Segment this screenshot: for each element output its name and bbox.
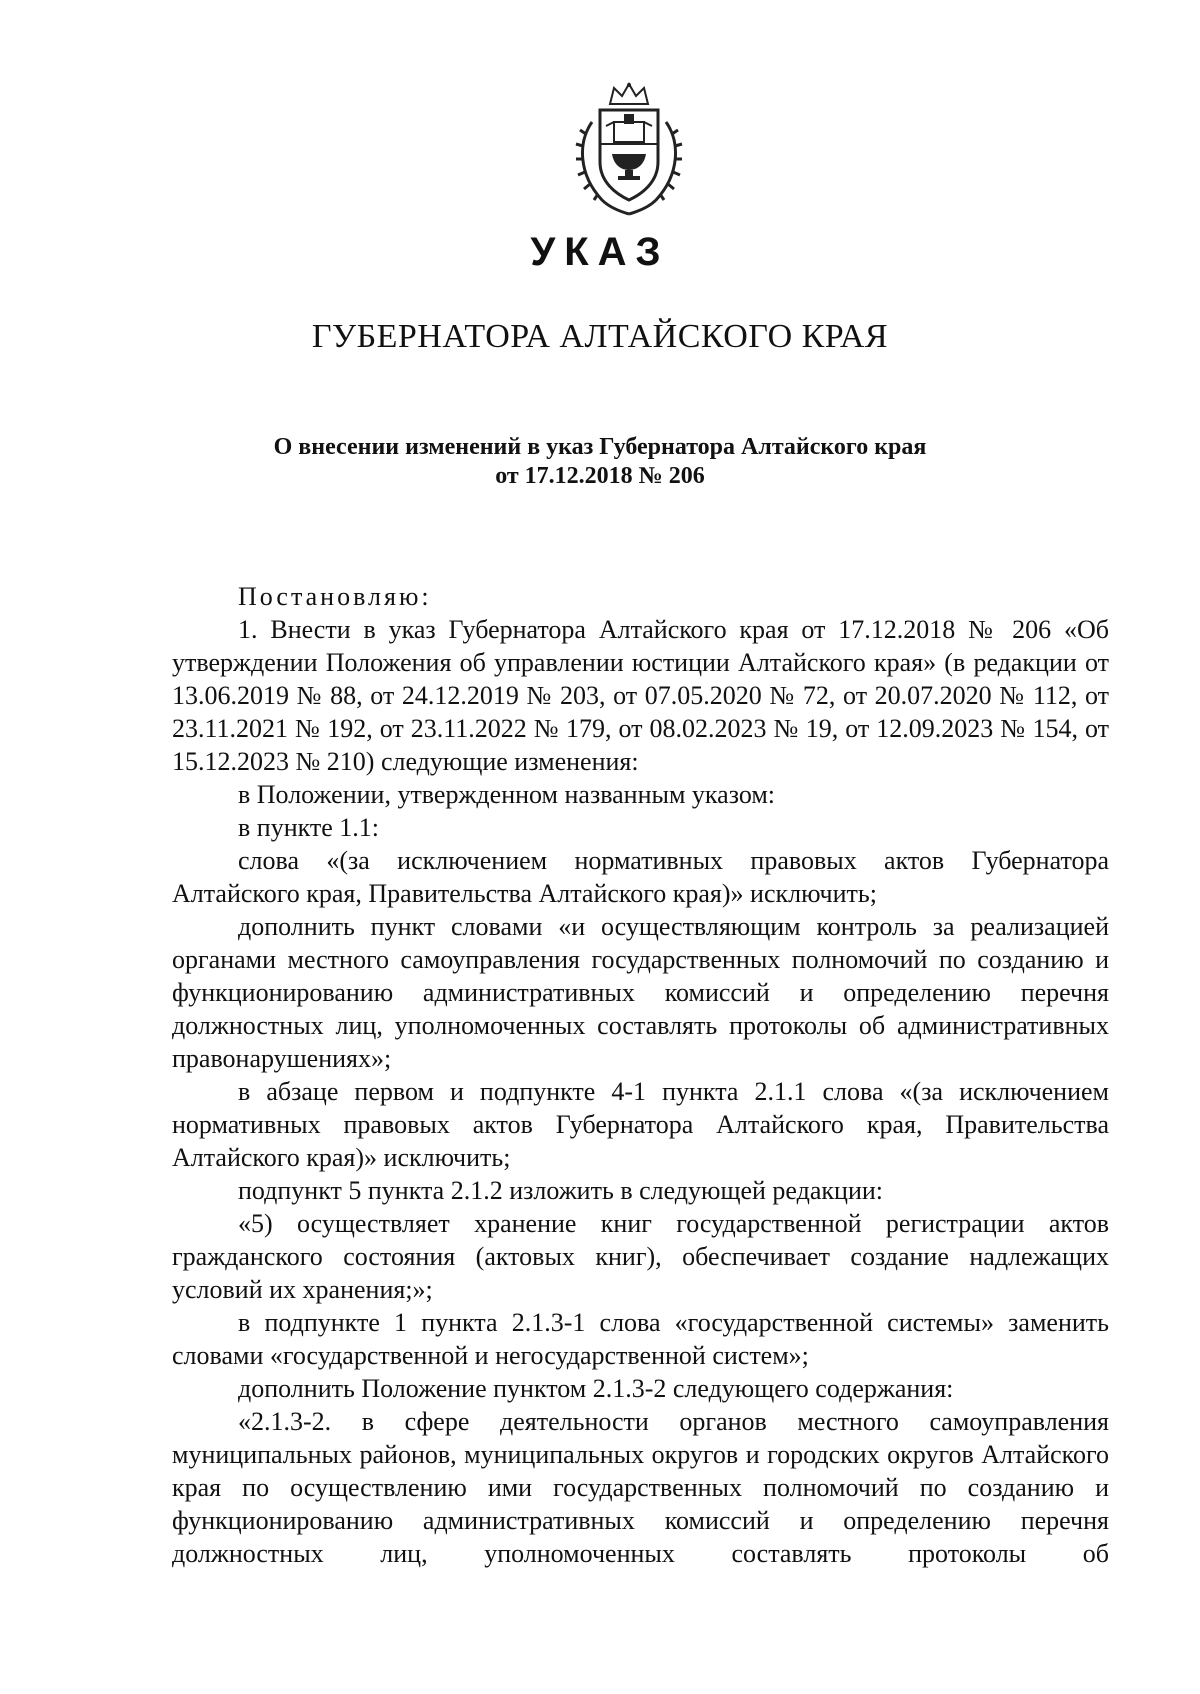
paragraph: «5) осуществляет хранение книг государственной регистрации актов гражданского состояния (актовых книг), обеспечивает создание надлежащих условий их хранения;»; — [172, 1209, 1109, 1304]
heading-line-1: О внесении изменений в указ Губернатора Алтайского края — [273, 434, 927, 460]
paragraph: в абзаце первом и подпункте 4-1 пункта 2.1.1 слова «(за исключением нормативных правовых актов Губернатора Алтайского края, Правительства Алтайского края)» исключить; — [172, 1077, 1109, 1172]
document-heading — [0, 433, 1200, 491]
paragraph: дополнить пункт словами «и осуществляющим контроль за реализацией органами местного самоуправления государственных полномочий по созданию и функционированию административных комиссий и определению перечня должностных лиц, уполномоченных составлять протоколы об административных правонарушениях»; — [172, 912, 1109, 1073]
paragraph: подпункт 5 пункта 2.1.2 изложить в следующей редакции: — [238, 1176, 883, 1205]
paragraph: в Положении, утвержденном названным указом: — [238, 780, 776, 809]
paragraph: «2.1.3-2. в сфере деятельности органов местного самоуправления муниципальных районов, муниципальных округов и городских округов Алтайского края по осуществлению ими государственных полномочий по созданию и функционированию административных комиссий и определению перечня должностных лиц, уполномоченных составлять протоколы об — [172, 1407, 1109, 1568]
paragraph: в пункте 1.1: — [238, 813, 380, 842]
document-body — [172, 580, 1109, 1570]
heading-line-2: от 17.12.2018 № 206 — [495, 463, 705, 489]
coat-of-arms-icon — [570, 82, 688, 218]
paragraph-resolve: Постановляю: — [238, 582, 432, 611]
paragraph: слова «(за исключением нормативных правовых актов Губернатора Алтайского края, Правительства Алтайского края)» исключить; — [172, 846, 1109, 908]
issuer-title: ГУБЕРНАТОРА АЛТАЙСКОГО КРАЯ — [311, 318, 889, 355]
paragraph: в подпункте 1 пункта 2.1.3-1 слова «государственной системы» заменить словами «государственной и негосударственной систем»; — [172, 1308, 1109, 1370]
document-title: УКАЗ — [530, 230, 670, 274]
paragraph: 1. Внести в указ Губернатора Алтайского края от 17.12.2018 № 206 «Об утверждении Положения об управлении юстиции Алтайского края» (в редакции от 13.06.2019 № 88, от 24.12.2019 № 203, от 07.05.2020 № 72, от 20.07.2020 № 112, от 23.11.2021 № 192, от 23.11.2022 № 179, от 08.02.2023 № 19, от 12.09.2023 № 154, от 15.12.2023 № 210) следующие изменения: — [172, 615, 1109, 776]
paragraph: дополнить Положение пунктом 2.1.3-2 следующего содержания: — [238, 1374, 954, 1403]
